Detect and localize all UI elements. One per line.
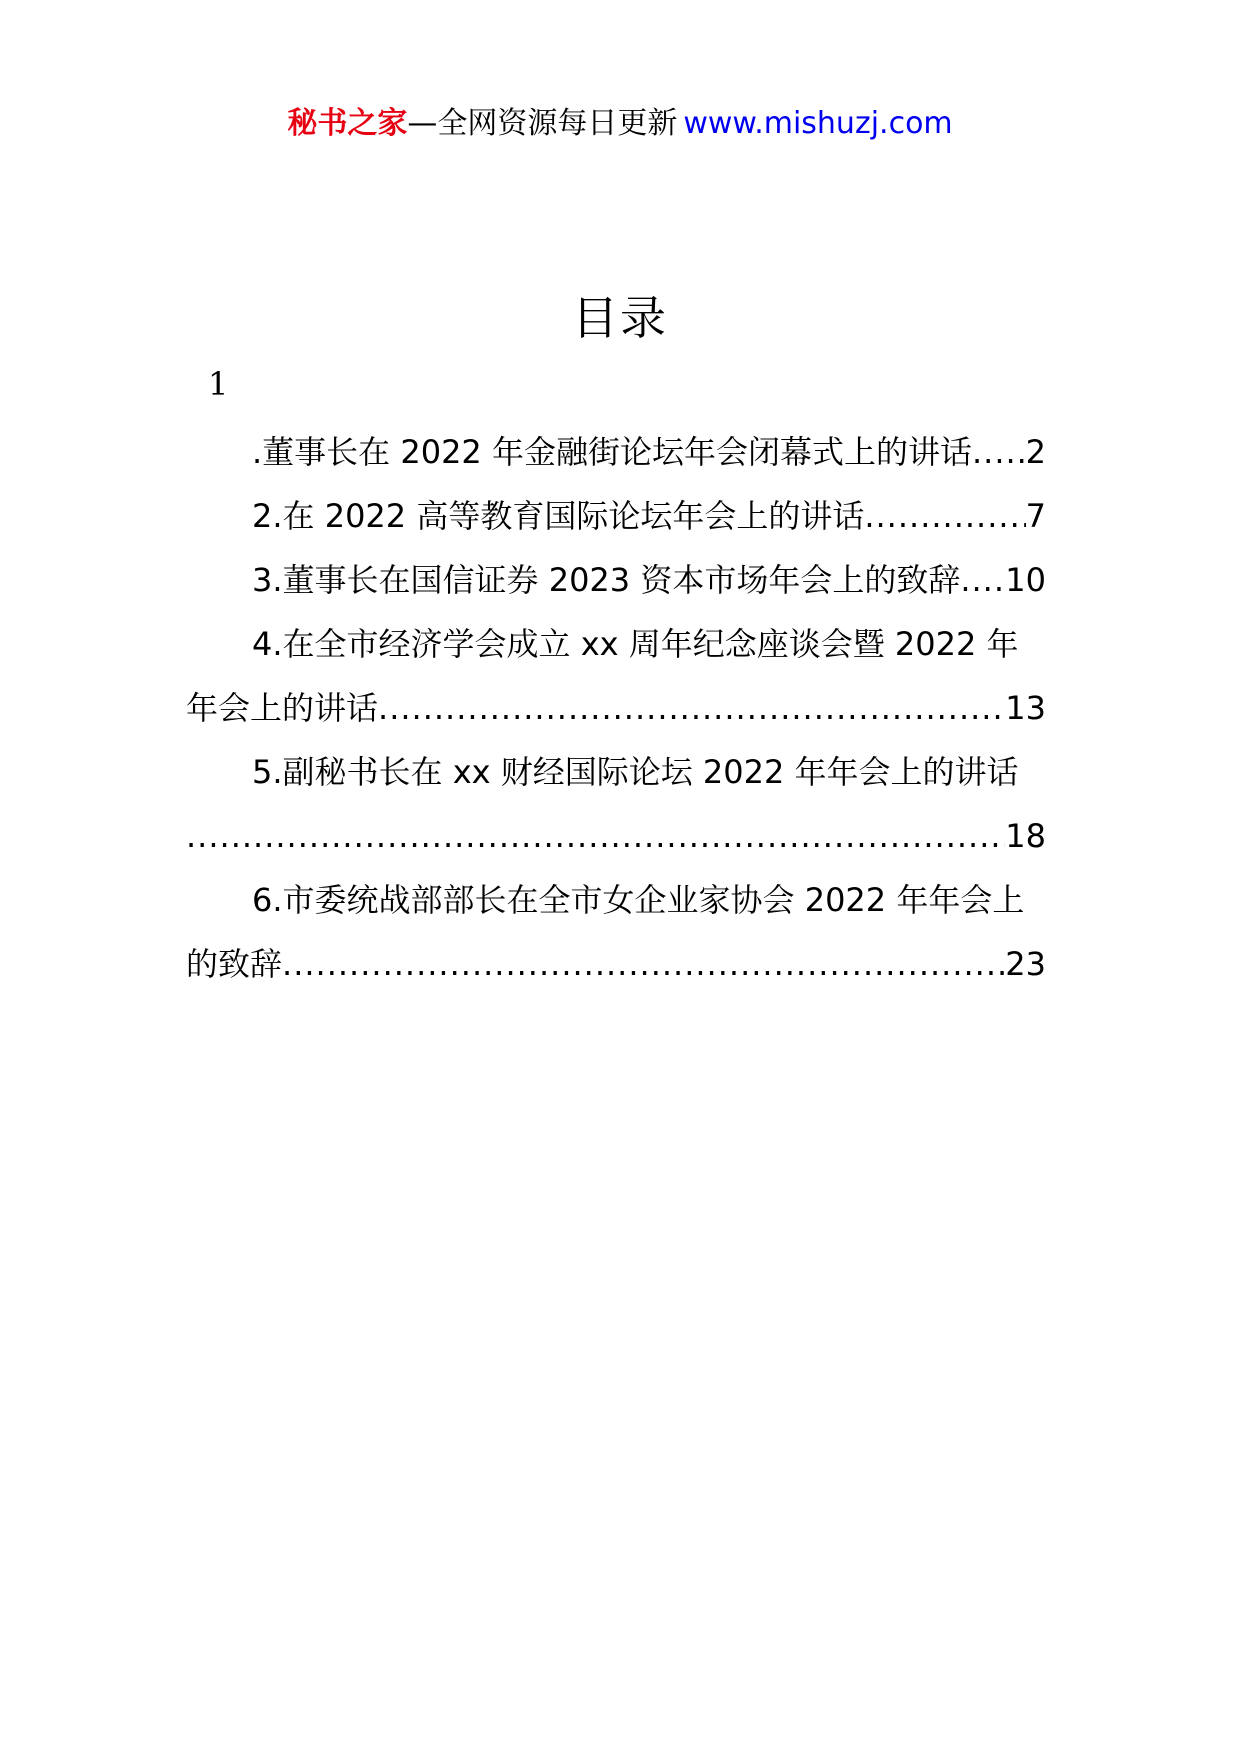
toc-entry-1[interactable] [186,420,1046,484]
toc-leader-dots [972,420,1026,484]
table-of-contents [186,420,1046,996]
brand-slogan: —全网资源每日更新 [407,106,678,141]
toc-entry-text: 6.市委统战部部长在全市女企业家协会 2022 年年会上 [252,881,1025,919]
toc-entry-text: .董事长在 2022 年金融街论坛年会闭幕式上的讲话 [252,433,972,471]
brand-name: 秘书之家 [287,106,408,141]
toc-page-number: 18 [1005,817,1046,855]
toc-entry-5-line-2[interactable] [186,804,1046,868]
toc-page-number: 2 [1025,433,1046,471]
site-header [0,104,1240,144]
stray-number: 1 [208,365,229,403]
toc-leader-dots [960,548,1005,612]
toc-leader-dots [186,804,1005,868]
toc-entry-6-line-2[interactable] [186,932,1046,996]
toc-page-number: 10 [1005,561,1046,599]
toc-entry-3[interactable] [186,548,1046,612]
toc-entry-text: 的致辞 [186,945,283,983]
toc-entry-text: 5.副秘书长在 xx 财经国际论坛 2022 年年会上的讲话 [252,753,1019,791]
toc-page-number: 7 [1025,497,1046,535]
site-url-link[interactable]: www.mishuzj.com [683,106,953,141]
toc-entry-2[interactable] [186,484,1046,548]
toc-entry-4-line-1[interactable] [186,612,1046,676]
toc-leader-dots [378,676,1005,740]
toc-entry-text: 2.在 2022 高等教育国际论坛年会上的讲话 [252,497,865,535]
toc-entry-5-line-1[interactable] [186,740,1046,804]
toc-entry-6-line-1[interactable] [186,868,1046,932]
toc-page-number: 23 [1005,945,1046,983]
toc-leader-dots [864,484,1025,548]
toc-entry-text: 3.董事长在国信证券 2023 资本市场年会上的致辞 [252,561,961,599]
toc-entry-text: 4.在全市经济学会成立 xx 周年纪念座谈会暨 2022 年 [252,625,1019,663]
toc-leader-dots [282,932,1005,996]
toc-entry-text: 年会上的讲话 [186,689,379,727]
toc-entry-4-line-2[interactable] [186,676,1046,740]
toc-title: 目录 [572,291,668,345]
toc-page-number: 13 [1005,689,1046,727]
